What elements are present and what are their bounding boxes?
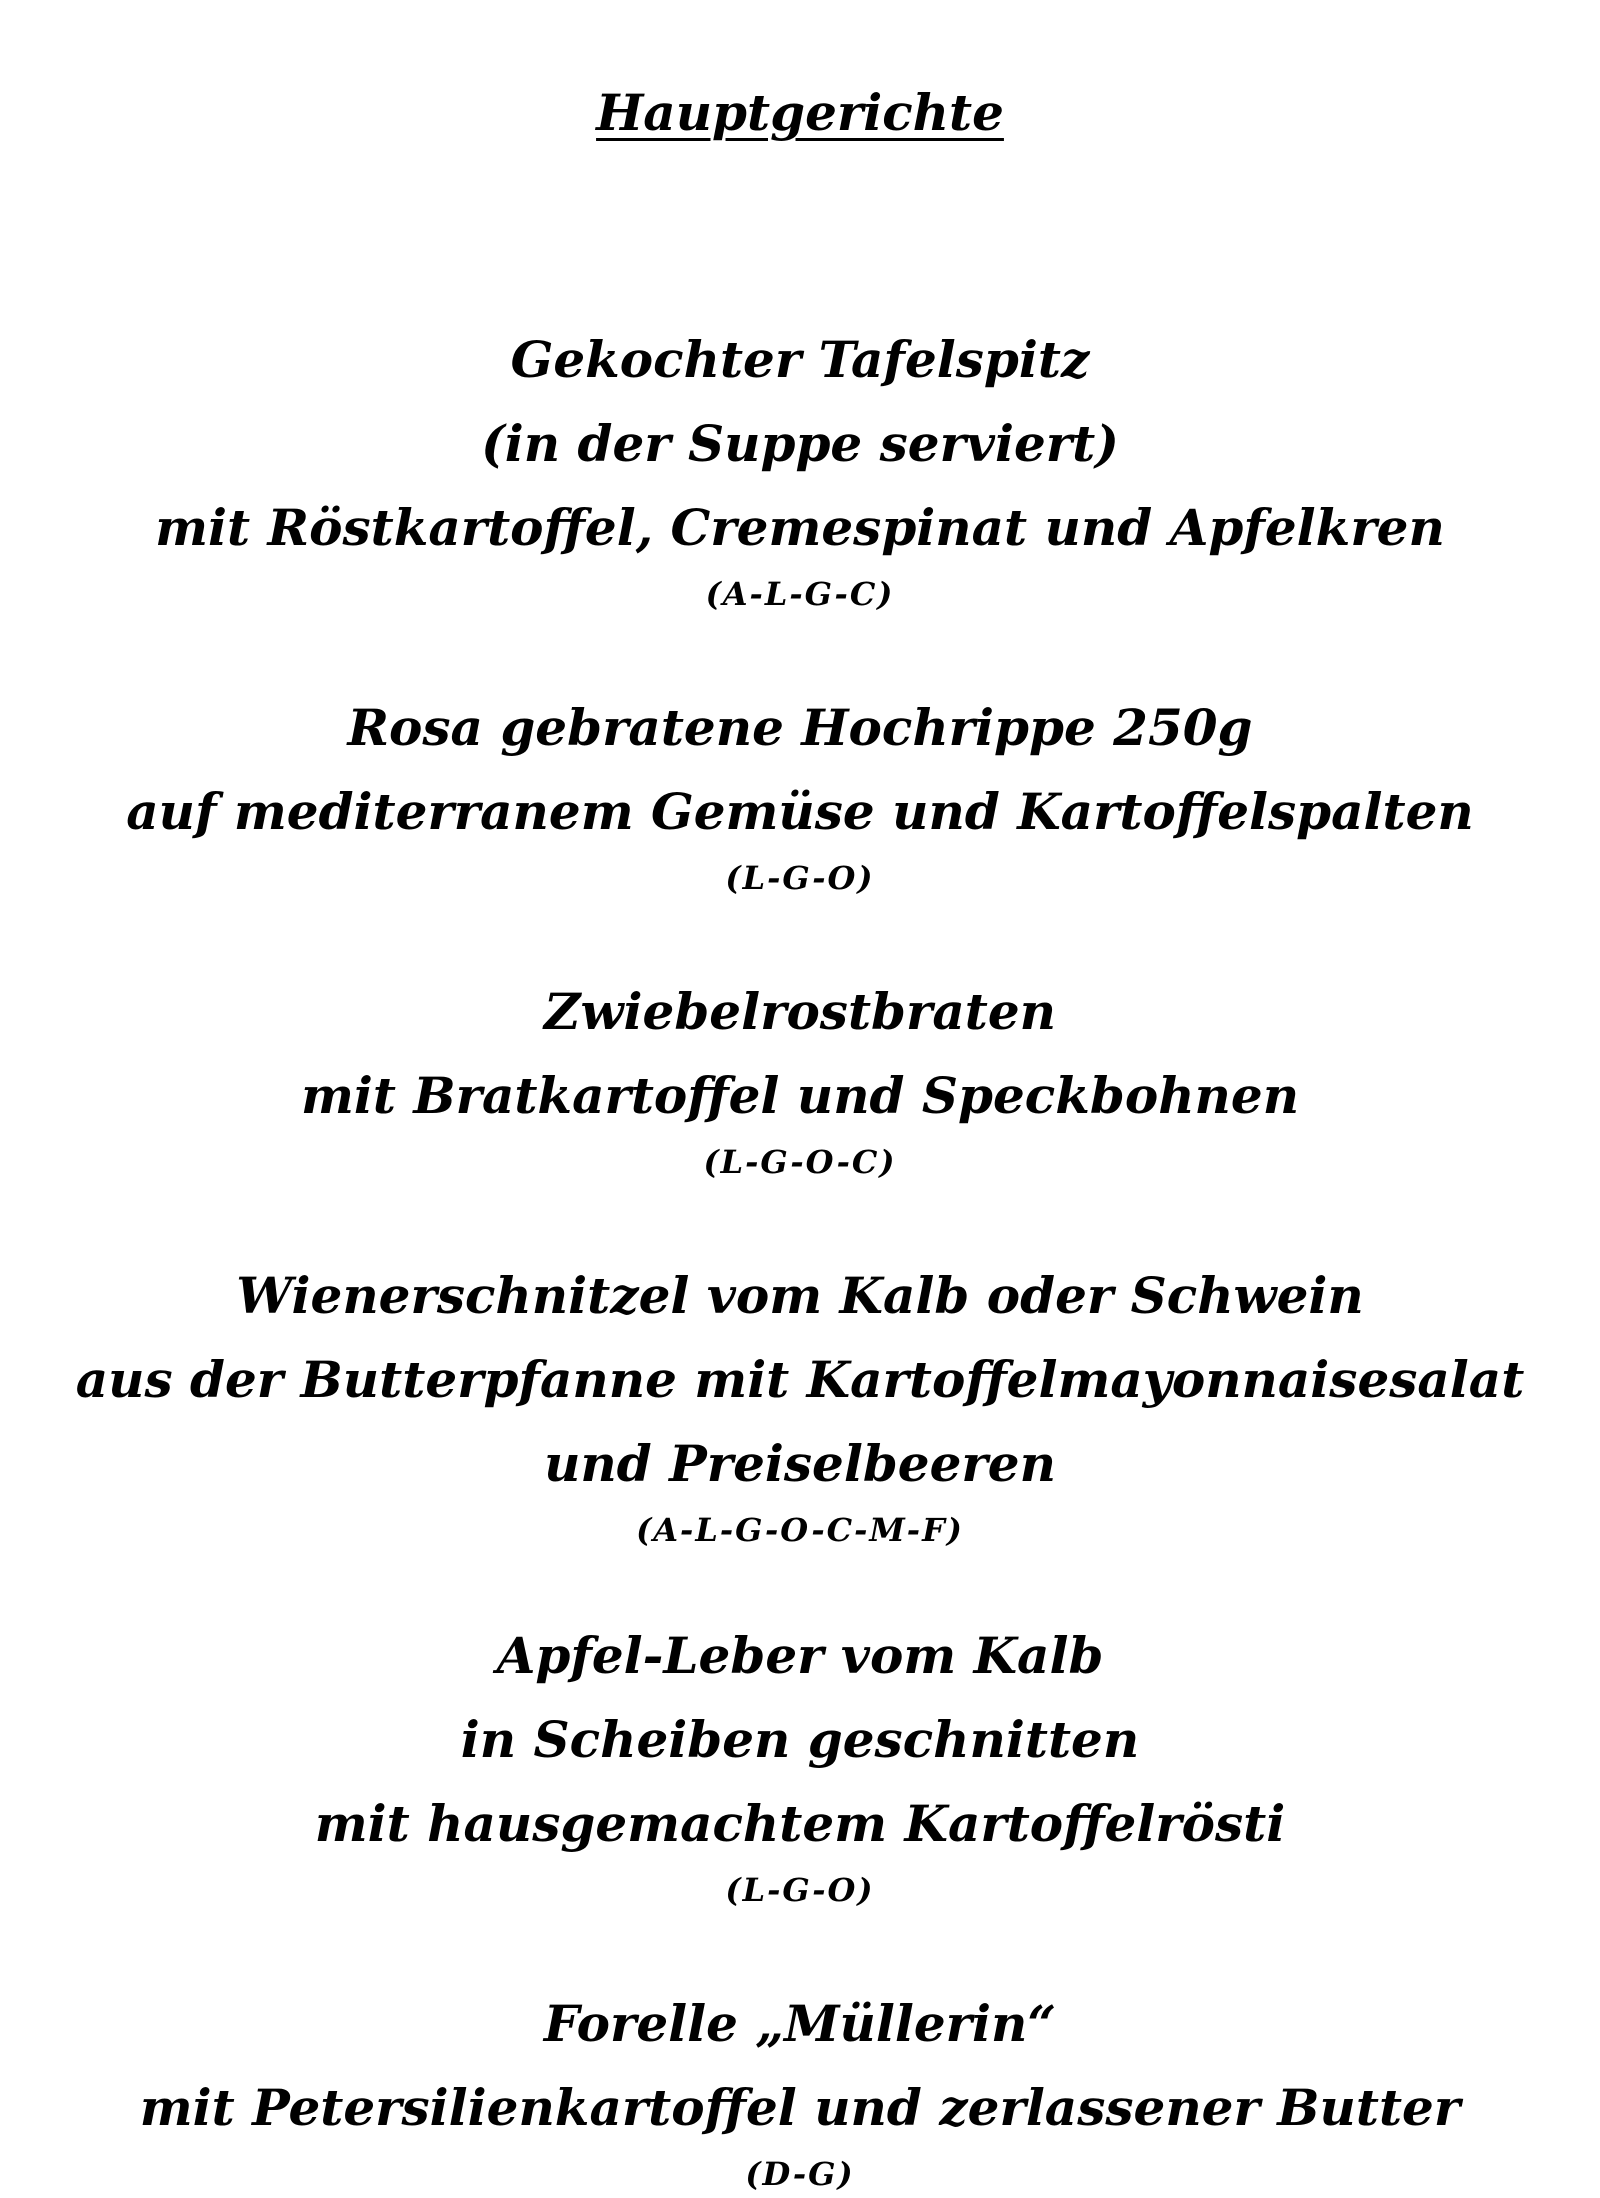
dish-name: Apfel-Leber vom Kalb bbox=[496, 1626, 1104, 1685]
dish-description: (in der Suppe serviert) bbox=[481, 414, 1119, 473]
dish-description: mit Bratkartoffel und Speckbohnen bbox=[300, 1066, 1300, 1125]
dish-zwiebelrostbraten bbox=[0, 970, 1600, 1186]
allergen-codes: (L-G-O-C) bbox=[703, 1143, 897, 1181]
dish-forelle bbox=[0, 1982, 1600, 2198]
dish-description: mit Röstkartoffel, Cremespinat und Apfelkren bbox=[155, 498, 1445, 557]
allergen-codes: (L-G-O) bbox=[725, 1871, 875, 1909]
dish-description: aus der Butterpfanne mit Kartoffelmayonnaisesalat bbox=[75, 1350, 1525, 1409]
dish-description: in Scheiben geschnitten bbox=[460, 1710, 1140, 1769]
dish-description: auf mediterranem Gemüse und Kartoffelspalten bbox=[126, 782, 1474, 841]
dish-description: mit hausgemachtem Kartoffelrösti bbox=[314, 1794, 1286, 1853]
dish-tafelspitz bbox=[0, 318, 1600, 618]
allergen-codes: (L-G-O) bbox=[725, 859, 875, 897]
dish-apfel-leber bbox=[0, 1614, 1600, 1914]
dish-name: Forelle „Müllerin“ bbox=[543, 1994, 1057, 2053]
dish-name: Gekochter Tafelspitz bbox=[510, 330, 1090, 389]
dish-name: Rosa gebratene Hochrippe 250g bbox=[347, 698, 1253, 757]
dish-wienerschnitzel bbox=[0, 1254, 1600, 1554]
dish-description: mit Petersilienkartoffel und zerlassener Butter bbox=[139, 2078, 1461, 2137]
dish-hochrippe bbox=[0, 686, 1600, 902]
allergen-codes: (A-L-G-C) bbox=[705, 575, 895, 613]
allergen-codes: (A-L-G-O-C-M-F) bbox=[636, 1511, 964, 1549]
dish-name: Zwiebelrostbraten bbox=[543, 982, 1056, 1041]
allergen-codes: (D-G) bbox=[745, 2155, 855, 2193]
page-title: Hauptgerichte bbox=[596, 83, 1004, 142]
dish-description: und Preiselbeeren bbox=[544, 1434, 1056, 1493]
dish-name: Wienerschnitzel vom Kalb oder Schwein bbox=[236, 1266, 1364, 1325]
